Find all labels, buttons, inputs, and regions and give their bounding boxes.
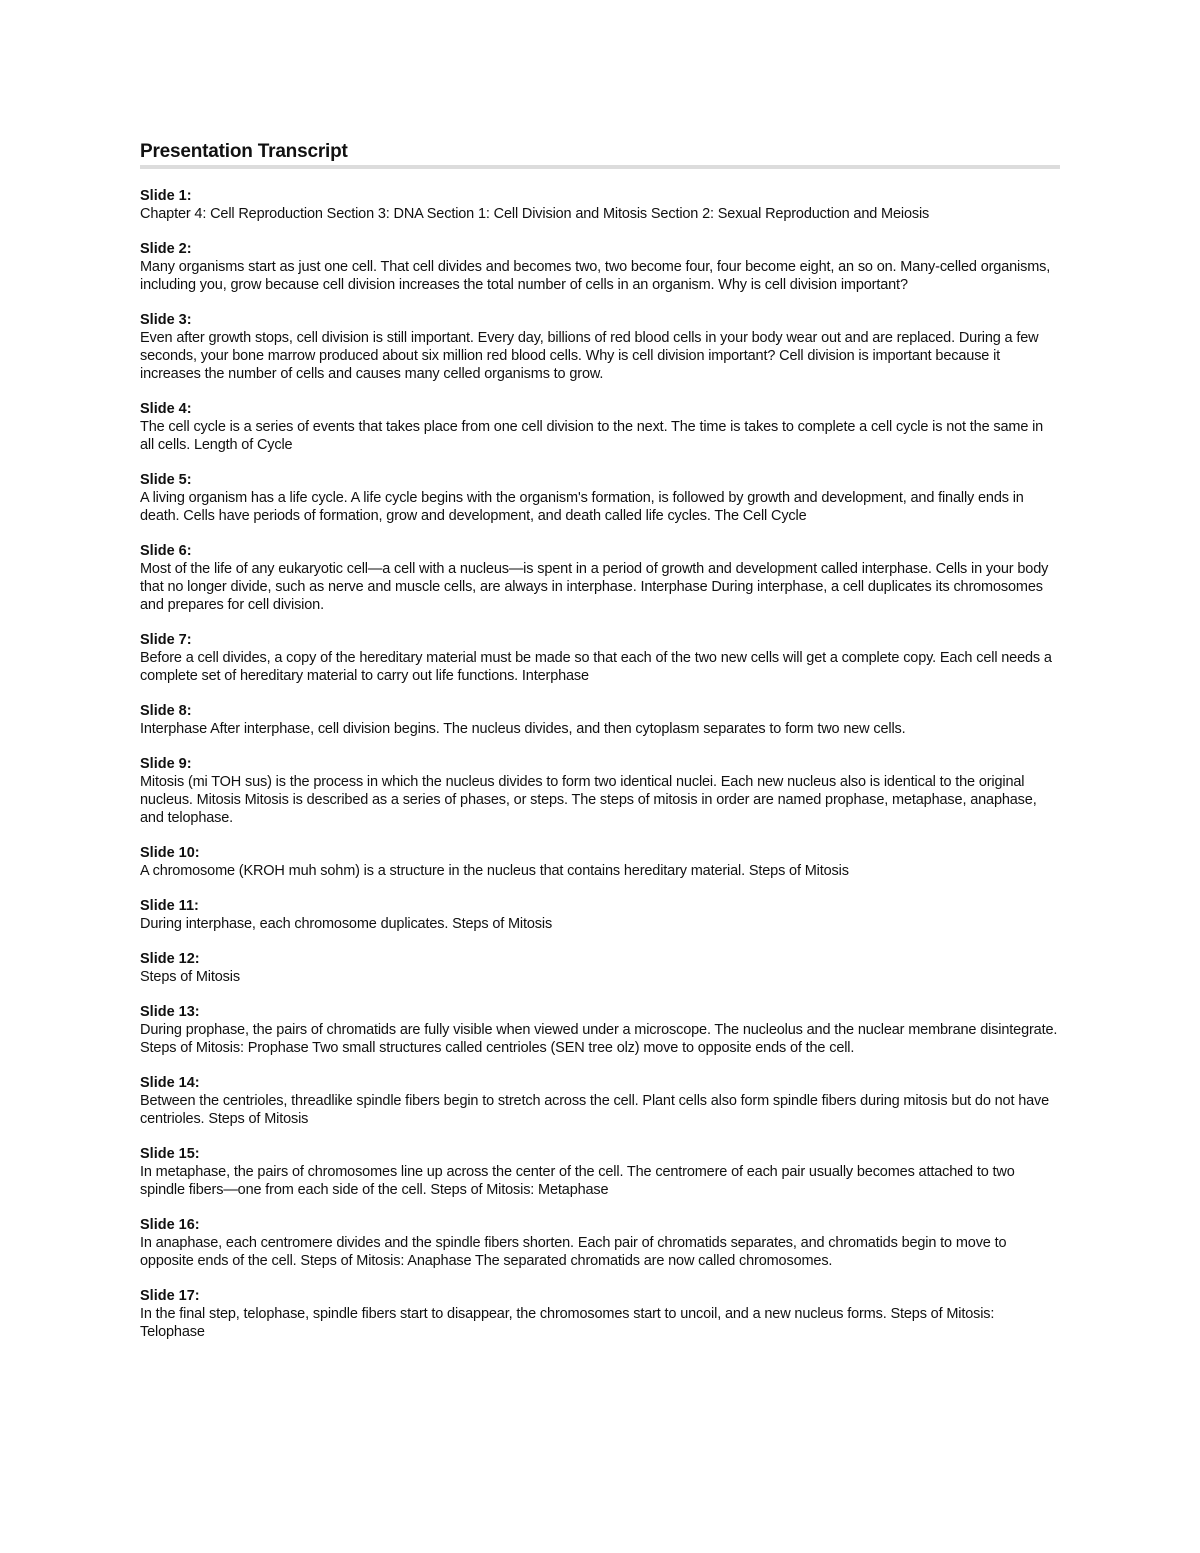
slide-entry (140, 897, 1060, 933)
title-divider (140, 165, 1060, 169)
slide-label: Slide 1: (140, 188, 192, 204)
slide-entry (140, 311, 1060, 383)
slide-entry (140, 1074, 1060, 1128)
slide-label: Slide 8: (140, 703, 192, 719)
slide-text: Even after growth stops, cell division is still important. Every day, billions of red blood cells in your body wear out and are replaced. During a few seconds, your bone marrow produced about six million red blood cells. Why is cell division important? Cell division is important because it increases the number of cells and causes many celled organisms to grow. (140, 330, 1039, 382)
slide-entry (140, 1216, 1060, 1270)
slide-label: Slide 4: (140, 401, 192, 417)
slide-text: A chromosome (KROH muh sohm) is a structure in the nucleus that contains hereditary material. Steps of Mitosis (140, 863, 849, 879)
slide-text: Between the centrioles, threadlike spindle fibers begin to stretch across the cell. Plant cells also form spindle fibers during mitosis but do not have centrioles. Steps of Mitosis (140, 1093, 1050, 1127)
slide-label: Slide 15: (140, 1146, 200, 1162)
transcript-page (140, 140, 1060, 1358)
slide-label: Slide 13: (140, 1004, 200, 1020)
slide-list (140, 187, 1060, 1341)
slide-entry (140, 950, 1060, 986)
slide-entry (140, 471, 1060, 525)
slide-text: Mitosis (mi TOH sus) is the process in which the nucleus divides to form two identical nuclei. Each new nucleus also is identical to the original nucleus. Mitosis Mitosis is described as a series of phases, or steps. The steps of mitosis in order are named prophase, metaphase, anaphase, and telophase. (140, 774, 1037, 826)
slide-entry (140, 240, 1060, 294)
slide-text: Chapter 4: Cell Reproduction Section 3: DNA Section 1: Cell Division and Mitosis Section 2: Sexual Reproduction and Meiosis (140, 206, 930, 222)
slide-text: During prophase, the pairs of chromatids are fully visible when viewed under a microscope. The nucleolus and the nuclear membrane disintegrate. Steps of Mitosis: Prophase Two small structures called centrioles (SEN tree olz) move to opposite ends of the cell. (140, 1022, 1058, 1056)
slide-label: Slide 17: (140, 1288, 200, 1304)
slide-label: Slide 9: (140, 756, 192, 772)
slide-text: Steps of Mitosis (140, 969, 240, 985)
slide-entry (140, 1145, 1060, 1199)
slide-text: Before a cell divides, a copy of the hereditary material must be made so that each of the two new cells will get a complete copy. Each cell needs a complete set of hereditary material to carry out life functions. Interphase (140, 650, 1052, 684)
slide-label: Slide 10: (140, 845, 200, 861)
slide-label: Slide 16: (140, 1217, 200, 1233)
slide-text: During interphase, each chromosome duplicates. Steps of Mitosis (140, 916, 553, 932)
slide-entry (140, 702, 1060, 738)
slide-label: Slide 11: (140, 898, 199, 914)
slide-entry (140, 400, 1060, 454)
slide-label: Slide 7: (140, 632, 192, 648)
slide-label: Slide 6: (140, 543, 192, 559)
slide-entry (140, 1003, 1060, 1057)
slide-text: In metaphase, the pairs of chromosomes line up across the center of the cell. The centromere of each pair usually becomes attached to two spindle fibers—one from each side of the cell. Steps of Mitosis: Metaphase (140, 1164, 1015, 1198)
slide-entry (140, 631, 1060, 685)
slide-text: A living organism has a life cycle. A life cycle begins with the organism's formation, is followed by growth and development, and finally ends in death. Cells have periods of formation, grow and development, and death called life cycles. The Cell Cycle (140, 490, 1024, 524)
slide-text: The cell cycle is a series of events that takes place from one cell division to the next. The time is takes to complete a cell cycle is not the same in all cells. Length of Cycle (140, 419, 1044, 453)
slide-text: Most of the life of any eukaryotic cell—a cell with a nucleus—is spent in a period of growth and development called interphase. Cells in your body that no longer divide, such as nerve and muscle cells, are always in interphase. Interphase During interphase, a cell duplicates its chromosomes and prepares for cell division. (140, 561, 1049, 613)
slide-label: Slide 2: (140, 241, 192, 257)
slide-entry (140, 1287, 1060, 1341)
slide-label: Slide 12: (140, 951, 200, 967)
slide-label: Slide 3: (140, 312, 192, 328)
slide-text: Interphase After interphase, cell division begins. The nucleus divides, and then cytoplasm separates to form two new cells. (140, 721, 906, 737)
page-title: Presentation Transcript (140, 141, 348, 162)
slide-entry (140, 844, 1060, 880)
slide-entry (140, 755, 1060, 827)
slide-label: Slide 5: (140, 472, 192, 488)
slide-entry (140, 187, 1060, 223)
slide-text: Many organisms start as just one cell. That cell divides and becomes two, two become four, four become eight, an so on. Many-celled organisms, including you, grow because cell division increases the total number of cells in an organism. Why is cell division important? (140, 259, 1051, 293)
slide-entry (140, 542, 1060, 614)
slide-label: Slide 14: (140, 1075, 200, 1091)
slide-text: In anaphase, each centromere divides and the spindle fibers shorten. Each pair of chromatids separates, and chromatids begin to move to opposite ends of the cell. Steps of Mitosis: Anaphase The separated chromatids are now called chromosomes. (140, 1235, 1007, 1269)
slide-text: In the final step, telophase, spindle fibers start to disappear, the chromosomes start to uncoil, and a new nucleus forms. Steps of Mitosis: Telophase (140, 1306, 995, 1340)
